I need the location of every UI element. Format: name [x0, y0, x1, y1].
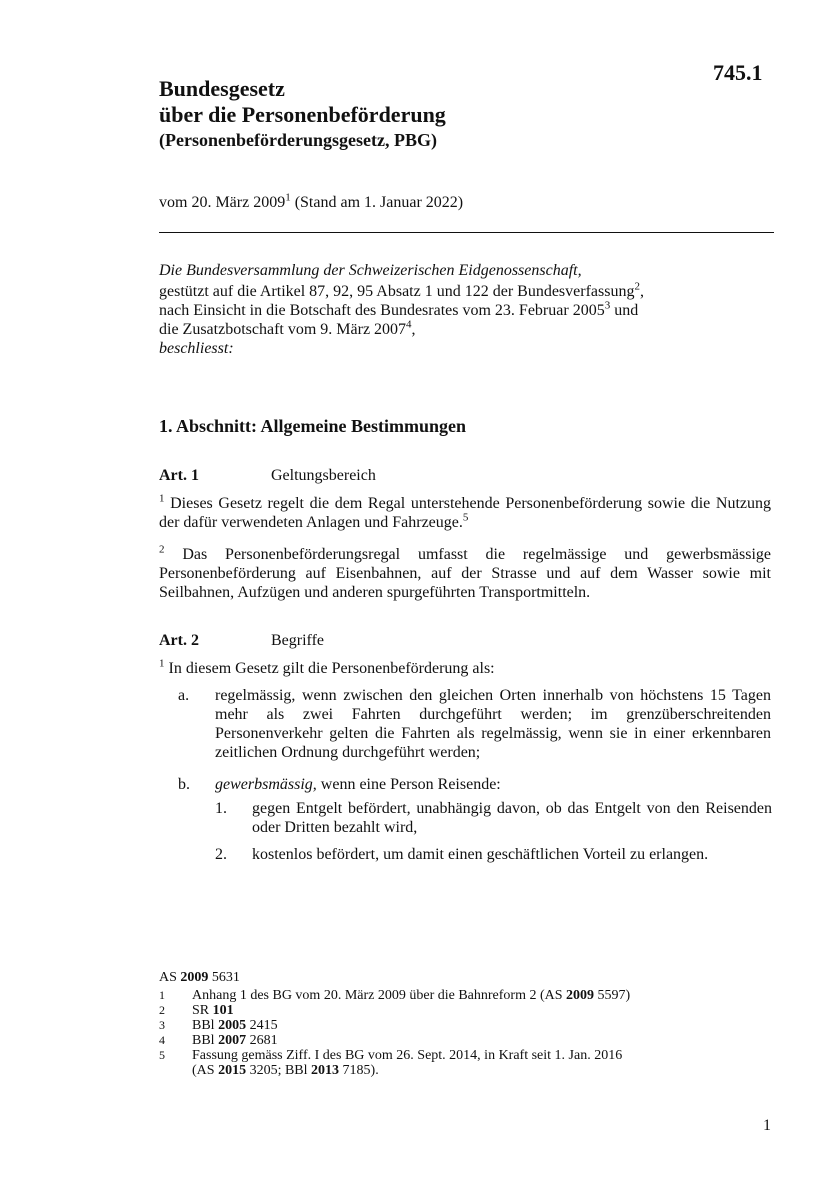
section-heading: 1. Abschnitt: Allgemeine Bestimmungen [159, 416, 467, 436]
footnote-text: SR 101 [192, 1003, 234, 1018]
list-item-text: regelmässig, wenn zwischen den gleichen Orten innerhalb von höchstens 15 Tagen mehr als zwei Fahrten durchgeführt werden; im grenzüberschreitenden Personenverkehr gelten die Fahrten als regelmässig, wenn sie in einer erkennbaren zeitlichen Ordnung durchgeführt werden; [215, 687, 771, 761]
article-2-paragraph-1: $^1$ In diesem Gesetz gilt die Personenbeförderung als: [159, 657, 495, 677]
footnote-number: 3 [159, 1018, 165, 1032]
short-title: (Personenbeförderungsgesetz, PBG) [159, 130, 437, 150]
footnote-text: BBl 2005 2415 [192, 1018, 278, 1033]
list-item-text: kostenlos befördert, um damit einen geschäftlichen Vorteil zu erlangen. [252, 846, 709, 863]
list-marker: a. [178, 687, 190, 704]
preamble [159, 261, 779, 358]
list-item-a [178, 686, 772, 766]
list-marker: 2. [215, 846, 227, 863]
footnote-ref-1[interactable]: 1 [285, 191, 291, 204]
paragraph-number: 1 [159, 492, 165, 505]
footnote-ref-5[interactable]: 5 [462, 511, 469, 524]
law-title-line1: Bundesgesetz [159, 76, 285, 101]
footnote-number: 2 [159, 1003, 165, 1017]
footnote-number: 5 [159, 1048, 165, 1062]
footnote-ref-4[interactable]: 4 [406, 318, 412, 331]
preamble-line1: gestützt auf die Artikel 87, 92, 95 Absatz 1 und 122 der Bundesverfassung$^2$, [159, 280, 644, 300]
sr-number: 745.1 [713, 60, 763, 85]
article-2-heading [159, 632, 324, 650]
article-1-heading [159, 467, 376, 485]
footnote-text: BBl 2007 2681 [192, 1033, 278, 1048]
footnote-as: AS 2009 5631 [159, 970, 240, 985]
law-title [159, 76, 446, 128]
footnote-2 [159, 1003, 759, 1018]
paragraph-number: 2 [159, 543, 165, 556]
footnote-ref-3[interactable]: 3 [604, 299, 611, 312]
preamble-intro: Die Bundesversammlung der Schweizerischen Eidgenossenschaft, [159, 262, 582, 279]
sublist-item-2 [215, 845, 772, 867]
footnote-1 [159, 988, 759, 1003]
footnote-number: 4 [159, 1033, 165, 1047]
law-title-line2: über die Personenbeförderung [159, 102, 446, 127]
article-1-paragraph-2: $^2$ Das Personenbeförderungsregal umfasst die regelmässige und gewerbsmässige Personenbeförderung auf Eisenbahnen, auf der Strasse und auf dem Wasser sowie mit Seilbahnen, Aufzügen und anderen spurgeführten Transportmitteln. [159, 543, 771, 601]
header-divider [159, 232, 774, 233]
footnote-ref-2[interactable]: 2 [634, 280, 640, 293]
article-2-number: Art. 2 [159, 632, 199, 649]
article-1-paragraph-1: $^1$ Dieses Gesetz regelt die dem Regal unterstehende Personenbeförderung sowie die Nutzung der dafür verwendeten Anlagen und Fahrzeuge.$^5$ [159, 492, 771, 531]
article-2-title: Begriffe [271, 632, 325, 649]
sublist-item-1 [215, 799, 772, 839]
footnote-3 [159, 1018, 759, 1033]
status-date: (Stand am 1. Januar 2022) [290, 194, 464, 211]
footnote-5 [159, 1048, 759, 1080]
page-number: 1 [763, 1117, 771, 1134]
list-marker: 1. [215, 800, 227, 817]
enactment-date [159, 191, 464, 212]
article-1-title: Geltungsbereich [271, 467, 376, 484]
preamble-line2: nach Einsicht in die Botschaft des Bundesrates vom 23. Februar 2005$^3$ und [159, 299, 639, 319]
defined-term: gewerbsmässig, [215, 776, 317, 793]
list-item-text: gegen Entgelt befördert, unabhängig davon, ob das Entgelt von den Reisenden oder Dritten bezahlt wird, [252, 800, 772, 836]
paragraph-number: 1 [159, 657, 165, 670]
list-item-b [178, 775, 772, 797]
footnote-text: Fassung gemäss Ziff. I des BG vom 26. Sept. 2014, in Kraft seit 1. Jan. 2016 (AS 2015 3205; BBl 2013 7185). [192, 1048, 623, 1078]
list-item-text: gewerbsmässig, wenn eine Person Reisende: [215, 776, 501, 793]
list-marker: b. [178, 776, 190, 793]
date-text: vom 20. März 2009 [159, 194, 286, 211]
footnote-4 [159, 1033, 759, 1048]
footnote-text: Anhang 1 des BG vom 20. März 2009 über die Bahnreform 2 (AS 2009 5597) [192, 988, 631, 1003]
footnote-number: 1 [159, 988, 165, 1002]
preamble-decides: beschliesst: [159, 340, 234, 357]
preamble-line3: die Zusatzbotschaft vom 9. März 2007$^4$, [159, 318, 416, 338]
article-1-number: Art. 1 [159, 467, 199, 484]
